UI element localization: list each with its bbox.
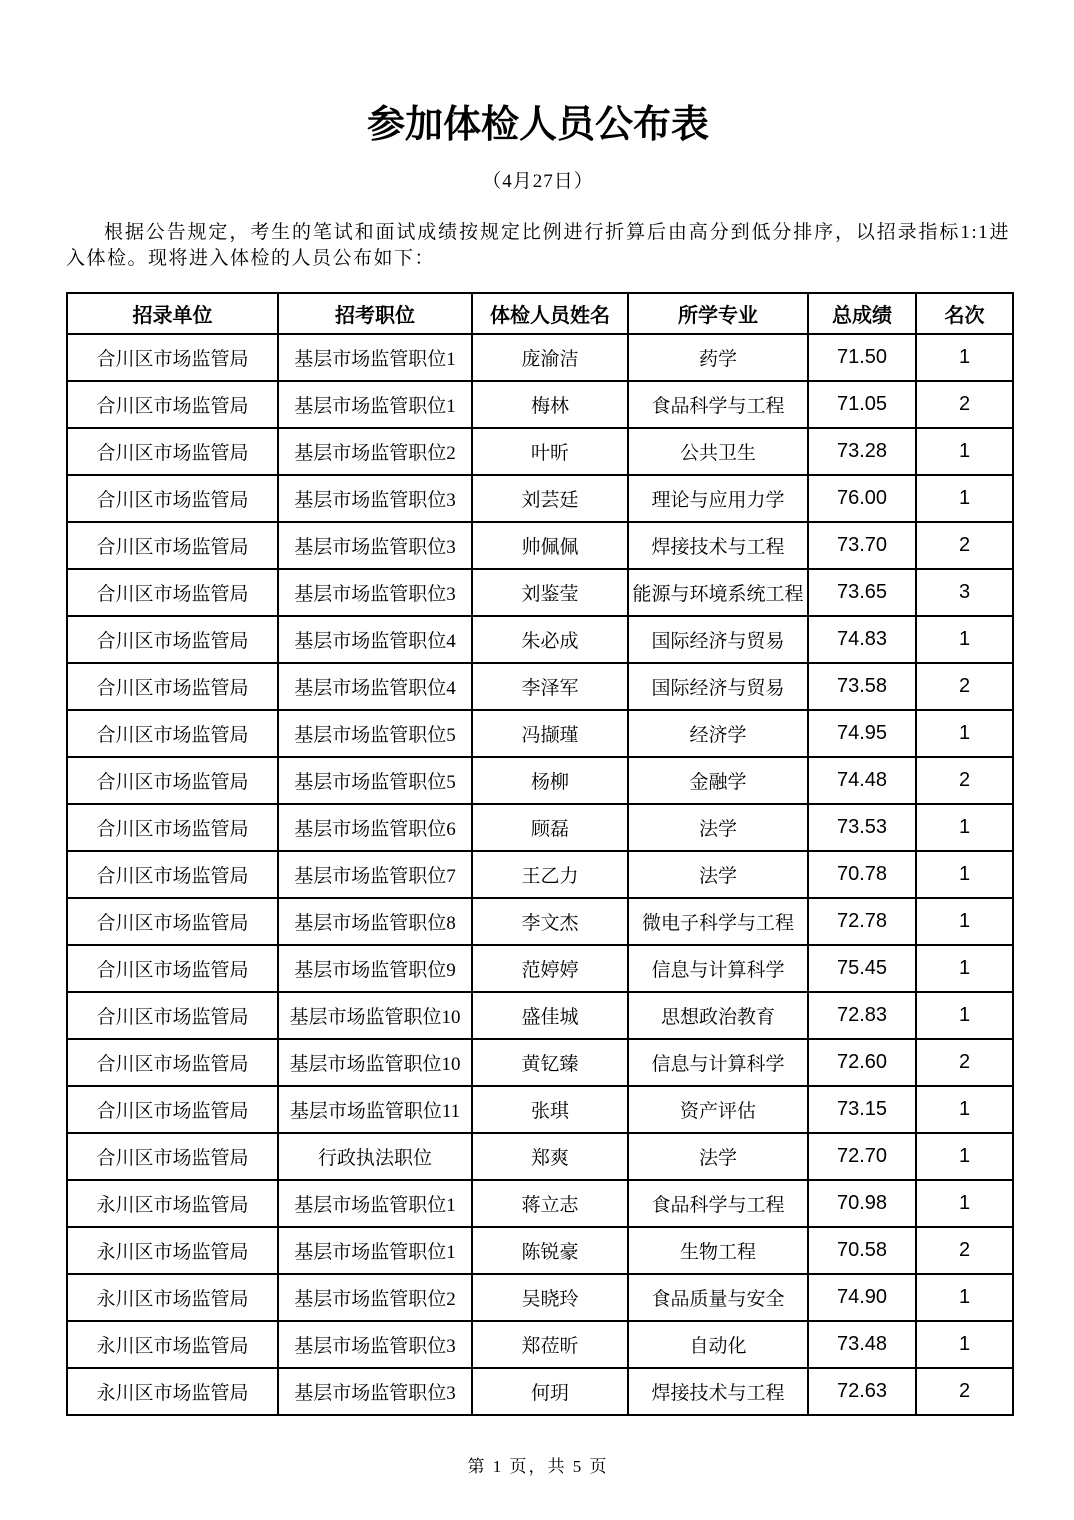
cell-rank: 2 — [916, 1368, 1013, 1415]
cell-name: 盛佳城 — [472, 992, 628, 1039]
cell-score: 73.70 — [808, 522, 916, 569]
cell-rank: 1 — [916, 1180, 1013, 1227]
cell-score: 74.83 — [808, 616, 916, 663]
header-name: 体检人员姓名 — [472, 293, 628, 334]
cell-position: 基层市场监管职位9 — [278, 945, 472, 992]
cell-unit: 合川区市场监管局 — [67, 381, 278, 428]
table-row — [67, 1368, 1013, 1415]
cell-major: 国际经济与贸易 — [628, 663, 808, 710]
cell-position: 基层市场监管职位1 — [278, 381, 472, 428]
cell-score: 73.53 — [808, 804, 916, 851]
cell-rank: 1 — [916, 334, 1013, 381]
cell-rank: 1 — [916, 945, 1013, 992]
cell-major: 食品科学与工程 — [628, 381, 808, 428]
cell-major: 经济学 — [628, 710, 808, 757]
cell-rank: 1 — [916, 1274, 1013, 1321]
cell-position: 基层市场监管职位5 — [278, 757, 472, 804]
cell-position: 基层市场监管职位3 — [278, 569, 472, 616]
cell-score: 71.50 — [808, 334, 916, 381]
cell-position: 基层市场监管职位8 — [278, 898, 472, 945]
header-row — [67, 293, 1013, 334]
table-row — [67, 710, 1013, 757]
cell-major: 微电子科学与工程 — [628, 898, 808, 945]
cell-major: 资产评估 — [628, 1086, 808, 1133]
table-row — [67, 569, 1013, 616]
cell-major: 公共卫生 — [628, 428, 808, 475]
cell-unit: 永川区市场监管局 — [67, 1368, 278, 1415]
cell-major: 金融学 — [628, 757, 808, 804]
header-score: 总成绩 — [808, 293, 916, 334]
cell-score: 74.90 — [808, 1274, 916, 1321]
cell-position: 基层市场监管职位7 — [278, 851, 472, 898]
cell-name: 庞渝洁 — [472, 334, 628, 381]
cell-score: 72.70 — [808, 1133, 916, 1180]
page-footer: 第 1 页，共 5 页 — [467, 1457, 609, 1476]
cell-unit: 合川区市场监管局 — [67, 522, 278, 569]
cell-unit: 合川区市场监管局 — [67, 616, 278, 663]
cell-name: 张琪 — [472, 1086, 628, 1133]
table-row — [67, 663, 1013, 710]
cell-major: 能源与环境系统工程 — [628, 569, 808, 616]
cell-name: 黄钇臻 — [472, 1039, 628, 1086]
table-row — [67, 381, 1013, 428]
cell-rank: 1 — [916, 898, 1013, 945]
table-row — [67, 851, 1013, 898]
cell-rank: 2 — [916, 381, 1013, 428]
cell-rank: 2 — [916, 522, 1013, 569]
cell-name: 顾磊 — [472, 804, 628, 851]
cell-name: 陈锐豪 — [472, 1227, 628, 1274]
cell-unit: 永川区市场监管局 — [67, 1180, 278, 1227]
page-title: 参加体检人员公布表 — [366, 104, 709, 146]
header-unit: 招录单位 — [67, 293, 278, 334]
header-position: 招考职位 — [278, 293, 472, 334]
cell-score: 73.48 — [808, 1321, 916, 1368]
cell-position: 基层市场监管职位3 — [278, 1368, 472, 1415]
table-row — [67, 945, 1013, 992]
cell-major: 药学 — [628, 334, 808, 381]
cell-rank: 1 — [916, 616, 1013, 663]
cell-rank: 1 — [916, 804, 1013, 851]
table-row — [67, 1039, 1013, 1086]
cell-name: 朱必成 — [472, 616, 628, 663]
table-row — [67, 1133, 1013, 1180]
cell-rank: 2 — [916, 1227, 1013, 1274]
cell-name: 帅佩佩 — [472, 522, 628, 569]
cell-name: 范婷婷 — [472, 945, 628, 992]
cell-name: 吴晓玲 — [472, 1274, 628, 1321]
table-row — [67, 475, 1013, 522]
cell-score: 73.28 — [808, 428, 916, 475]
table-row — [67, 757, 1013, 804]
cell-major: 思想政治教育 — [628, 992, 808, 1039]
cell-position: 基层市场监管职位2 — [278, 1274, 472, 1321]
cell-name: 郑爽 — [472, 1133, 628, 1180]
cell-score: 74.95 — [808, 710, 916, 757]
cell-rank: 2 — [916, 663, 1013, 710]
cell-unit: 合川区市场监管局 — [67, 428, 278, 475]
cell-score: 73.65 — [808, 569, 916, 616]
cell-unit: 合川区市场监管局 — [67, 945, 278, 992]
cell-name: 李文杰 — [472, 898, 628, 945]
cell-position: 基层市场监管职位3 — [278, 522, 472, 569]
table-row — [67, 898, 1013, 945]
cell-rank: 1 — [916, 992, 1013, 1039]
cell-name: 杨柳 — [472, 757, 628, 804]
cell-rank: 2 — [916, 757, 1013, 804]
cell-major: 法学 — [628, 804, 808, 851]
cell-position: 基层市场监管职位1 — [278, 1227, 472, 1274]
cell-unit: 合川区市场监管局 — [67, 1039, 278, 1086]
cell-score: 74.48 — [808, 757, 916, 804]
cell-position: 基层市场监管职位4 — [278, 663, 472, 710]
cell-name: 叶昕 — [472, 428, 628, 475]
cell-name: 梅林 — [472, 381, 628, 428]
cell-major: 焊接技术与工程 — [628, 1368, 808, 1415]
header-rank: 名次 — [916, 293, 1013, 334]
table-row — [67, 1086, 1013, 1133]
table-row — [67, 428, 1013, 475]
cell-score: 70.58 — [808, 1227, 916, 1274]
cell-major: 信息与计算科学 — [628, 1039, 808, 1086]
cell-rank: 1 — [916, 851, 1013, 898]
cell-rank: 1 — [916, 1321, 1013, 1368]
cell-position: 基层市场监管职位10 — [278, 992, 472, 1039]
cell-unit: 永川区市场监管局 — [67, 1274, 278, 1321]
cell-major: 信息与计算科学 — [628, 945, 808, 992]
cell-unit: 合川区市场监管局 — [67, 475, 278, 522]
cell-score: 76.00 — [808, 475, 916, 522]
cell-rank: 1 — [916, 710, 1013, 757]
cell-unit: 合川区市场监管局 — [67, 898, 278, 945]
cell-position: 基层市场监管职位6 — [278, 804, 472, 851]
cell-score: 73.58 — [808, 663, 916, 710]
table-row — [67, 1274, 1013, 1321]
cell-unit: 合川区市场监管局 — [67, 804, 278, 851]
cell-name: 郑莅昕 — [472, 1321, 628, 1368]
cell-position: 基层市场监管职位3 — [278, 1321, 472, 1368]
cell-rank: 1 — [916, 1133, 1013, 1180]
cell-major: 食品质量与安全 — [628, 1274, 808, 1321]
medical-exam-roster-table — [66, 292, 1014, 1416]
cell-score: 75.45 — [808, 945, 916, 992]
table-header — [67, 293, 1013, 334]
cell-score: 72.78 — [808, 898, 916, 945]
cell-name: 刘鉴莹 — [472, 569, 628, 616]
cell-name: 李泽军 — [472, 663, 628, 710]
cell-score: 72.63 — [808, 1368, 916, 1415]
cell-name: 王乙力 — [472, 851, 628, 898]
cell-name: 蒋立志 — [472, 1180, 628, 1227]
cell-unit: 合川区市场监管局 — [67, 1133, 278, 1180]
cell-score: 72.83 — [808, 992, 916, 1039]
cell-unit: 合川区市场监管局 — [67, 992, 278, 1039]
cell-score: 70.98 — [808, 1180, 916, 1227]
cell-score: 70.78 — [808, 851, 916, 898]
cell-position: 基层市场监管职位1 — [278, 1180, 472, 1227]
cell-unit: 合川区市场监管局 — [67, 851, 278, 898]
cell-unit: 合川区市场监管局 — [67, 757, 278, 804]
cell-major: 自动化 — [628, 1321, 808, 1368]
cell-major: 国际经济与贸易 — [628, 616, 808, 663]
cell-major: 理论与应用力学 — [628, 475, 808, 522]
cell-major: 法学 — [628, 1133, 808, 1180]
cell-unit: 合川区市场监管局 — [67, 663, 278, 710]
cell-unit: 永川区市场监管局 — [67, 1321, 278, 1368]
header-major: 所学专业 — [628, 293, 808, 334]
cell-unit: 合川区市场监管局 — [67, 1086, 278, 1133]
table-row — [67, 334, 1013, 381]
intro-paragraph: 根据公告规定，考生的笔试和面试成绩按规定比例进行折算后由高分到低分排序，以招录指标1:1进入体检。现将进入体检的人员公布如下： — [66, 222, 1010, 269]
table-row — [67, 1227, 1013, 1274]
cell-major: 焊接技术与工程 — [628, 522, 808, 569]
page-subtitle: （4月27日） — [482, 171, 594, 192]
cell-score: 72.60 — [808, 1039, 916, 1086]
cell-rank: 2 — [916, 1039, 1013, 1086]
cell-score: 71.05 — [808, 381, 916, 428]
cell-rank: 1 — [916, 1086, 1013, 1133]
cell-major: 生物工程 — [628, 1227, 808, 1274]
table-row — [67, 522, 1013, 569]
cell-name: 何玥 — [472, 1368, 628, 1415]
cell-unit: 合川区市场监管局 — [67, 710, 278, 757]
table-row — [67, 616, 1013, 663]
cell-rank: 3 — [916, 569, 1013, 616]
cell-major: 食品科学与工程 — [628, 1180, 808, 1227]
cell-score: 73.15 — [808, 1086, 916, 1133]
cell-position: 基层市场监管职位1 — [278, 334, 472, 381]
table-row — [67, 1180, 1013, 1227]
cell-position: 基层市场监管职位5 — [278, 710, 472, 757]
cell-rank: 1 — [916, 428, 1013, 475]
cell-rank: 1 — [916, 475, 1013, 522]
cell-position: 行政执法职位 — [278, 1133, 472, 1180]
cell-name: 刘芸廷 — [472, 475, 628, 522]
table-row — [67, 804, 1013, 851]
cell-major: 法学 — [628, 851, 808, 898]
cell-position: 基层市场监管职位11 — [278, 1086, 472, 1133]
table-row — [67, 992, 1013, 1039]
cell-unit: 合川区市场监管局 — [67, 334, 278, 381]
cell-unit: 永川区市场监管局 — [67, 1227, 278, 1274]
cell-unit: 合川区市场监管局 — [67, 569, 278, 616]
cell-position: 基层市场监管职位4 — [278, 616, 472, 663]
table-body — [67, 334, 1013, 1415]
cell-position: 基层市场监管职位3 — [278, 475, 472, 522]
table-row — [67, 1321, 1013, 1368]
cell-position: 基层市场监管职位2 — [278, 428, 472, 475]
cell-position: 基层市场监管职位10 — [278, 1039, 472, 1086]
cell-name: 冯撷瑾 — [472, 710, 628, 757]
